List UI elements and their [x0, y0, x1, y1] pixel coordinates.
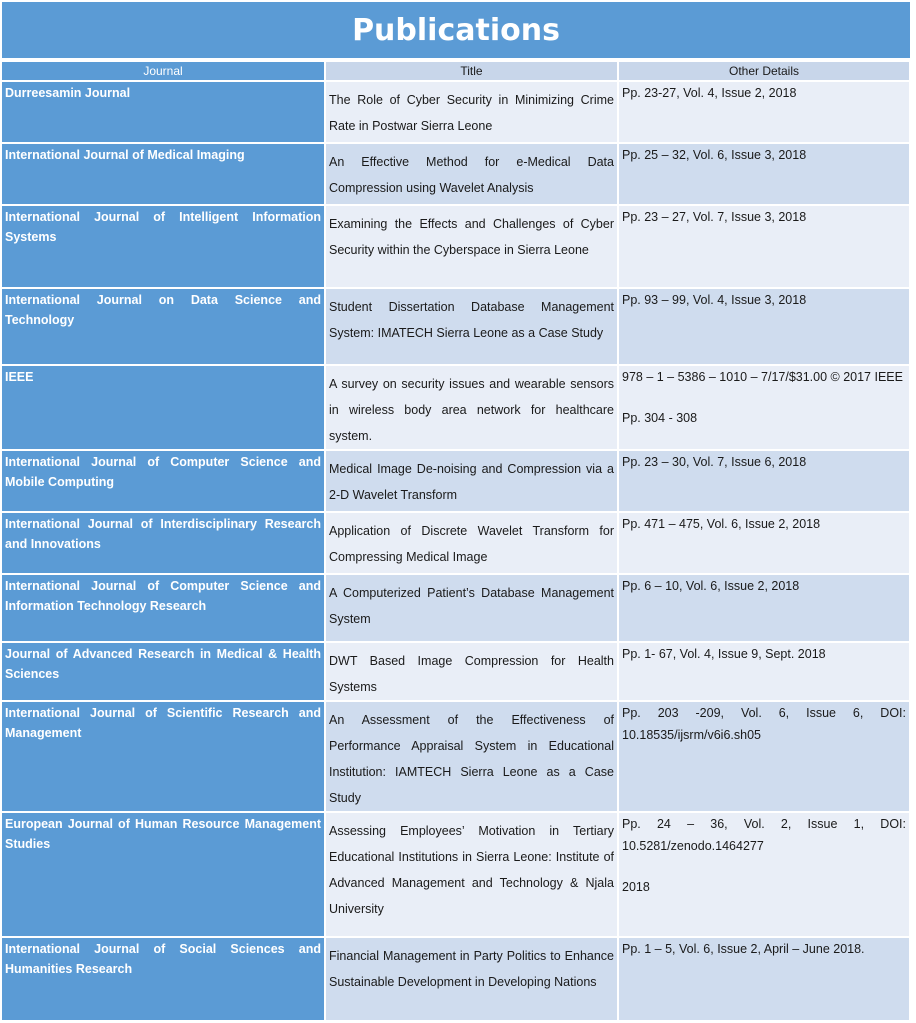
title-cell: A survey on security issues and wearable sensors in wireless body area network for healthcare system.: [326, 366, 617, 449]
journal-cell: International Journal of Scientific Research and Management: [2, 702, 324, 811]
journal-cell: Journal of Advanced Research in Medical & Health Sciences: [2, 643, 324, 700]
details-text: Pp. 1 – 5, Vol. 6, Issue 2, April – June 2018.: [622, 942, 865, 956]
title-cell: Assessing Employees’ Motivation in Tertiary Educational Institutions in Sierra Leone: Institute of Advanced Management and Technology & Njala University: [326, 813, 617, 936]
table-row: [2, 938, 909, 1020]
details-text: 978 – 1 – 5386 – 1010 – 7/17/$31.00 © 2017 IEEE: [622, 370, 903, 384]
journal-cell: International Journal on Data Science and Technology: [2, 289, 324, 364]
journal-cell: International Journal of Computer Science and Mobile Computing: [2, 451, 324, 511]
details-text: Pp. 203 -209, Vol. 6, Issue 6, DOI: 10.18535/ijsrm/v6i6.sh05: [622, 706, 906, 742]
table-row: [2, 206, 909, 287]
journal-cell: European Journal of Human Resource Management Studies: [2, 813, 324, 936]
details-text: Pp. 1- 67, Vol. 4, Issue 9, Sept. 2018: [622, 647, 826, 661]
column-header-details: Other Details: [619, 62, 909, 80]
table-row: [2, 289, 909, 364]
details-cell: [619, 206, 909, 287]
details-text: Pp. 24 – 36, Vol. 2, Issue 1, DOI: 10.5281/zenodo.1464277: [622, 817, 906, 853]
details-text: Pp. 6 – 10, Vol. 6, Issue 2, 2018: [622, 579, 800, 593]
table-row: [2, 366, 909, 449]
details-text: Pp. 25 – 32, Vol. 6, Issue 3, 2018: [622, 148, 807, 162]
title-cell: An Effective Method for e-Medical Data Compression using Wavelet Analysis: [326, 144, 617, 204]
column-header-journal: Journal: [2, 62, 324, 80]
details-cell: [619, 575, 909, 641]
title-cell: DWT Based Image Compression for Health Systems: [326, 643, 617, 700]
journal-cell: International Journal of Intelligent Information Systems: [2, 206, 324, 287]
column-header-title: Title: [326, 62, 617, 80]
details-text-extra: 2018: [622, 880, 650, 894]
details-cell: [619, 938, 909, 1020]
header-row: [2, 62, 909, 80]
title-cell: An Assessment of the Effectiveness of Performance Appraisal System in Educational Institution: IAMTECH Sierra Leone as a Case Study: [326, 702, 617, 811]
title-cell: Student Dissertation Database Management System: IMATECH Sierra Leone as a Case Study: [326, 289, 617, 364]
title-cell: A Computerized Patient’s Database Management System: [326, 575, 617, 641]
table-row: [2, 643, 909, 700]
table-row: [2, 813, 909, 936]
journal-cell: International Journal of Social Sciences and Humanities Research: [2, 938, 324, 1020]
table-row: [2, 702, 909, 811]
publications-table: [0, 60, 911, 1022]
details-cell: [619, 144, 909, 204]
details-text-extra: Pp. 304 - 308: [622, 411, 698, 425]
journal-cell: International Journal of Computer Science and Information Technology Research: [2, 575, 324, 641]
details-text: Pp. 23 – 30, Vol. 7, Issue 6, 2018: [622, 455, 807, 469]
details-cell: [619, 451, 909, 511]
details-cell: [619, 513, 909, 573]
table-row: [2, 575, 909, 641]
details-text: Pp. 471 – 475, Vol. 6, Issue 2, 2018: [622, 517, 821, 531]
details-text: Pp. 23 – 27, Vol. 7, Issue 3, 2018: [622, 210, 807, 224]
table-row: [2, 513, 909, 573]
details-text: Pp. 93 – 99, Vol. 4, Issue 3, 2018: [622, 293, 807, 307]
details-cell: [619, 813, 909, 936]
journal-cell: Durreesamin Journal: [2, 82, 324, 142]
details-cell: [619, 82, 909, 142]
journal-cell: IEEE: [2, 366, 324, 449]
title-cell: Medical Image De-noising and Compression via a 2-D Wavelet Transform: [326, 451, 617, 511]
details-text: Pp. 23-27, Vol. 4, Issue 2, 2018: [622, 86, 797, 100]
table-row: [2, 82, 909, 142]
title-cell: Application of Discrete Wavelet Transform for Compressing Medical Image: [326, 513, 617, 573]
details-cell: [619, 289, 909, 364]
title-cell: Examining the Effects and Challenges of Cyber Security within the Cyberspace in Sierra Leone: [326, 206, 617, 287]
journal-cell: International Journal of Interdisciplinary Research and Innovations: [2, 513, 324, 573]
details-cell: [619, 643, 909, 700]
details-cell: [619, 702, 909, 811]
page-title: Publications: [2, 2, 910, 58]
table-row: [2, 144, 909, 204]
title-cell: The Role of Cyber Security in Minimizing Crime Rate in Postwar Sierra Leone: [326, 82, 617, 142]
details-cell: [619, 366, 909, 449]
table-row: [2, 451, 909, 511]
title-cell: Financial Management in Party Politics to Enhance Sustainable Development in Developing Nations: [326, 938, 617, 1020]
journal-cell: International Journal of Medical Imaging: [2, 144, 324, 204]
